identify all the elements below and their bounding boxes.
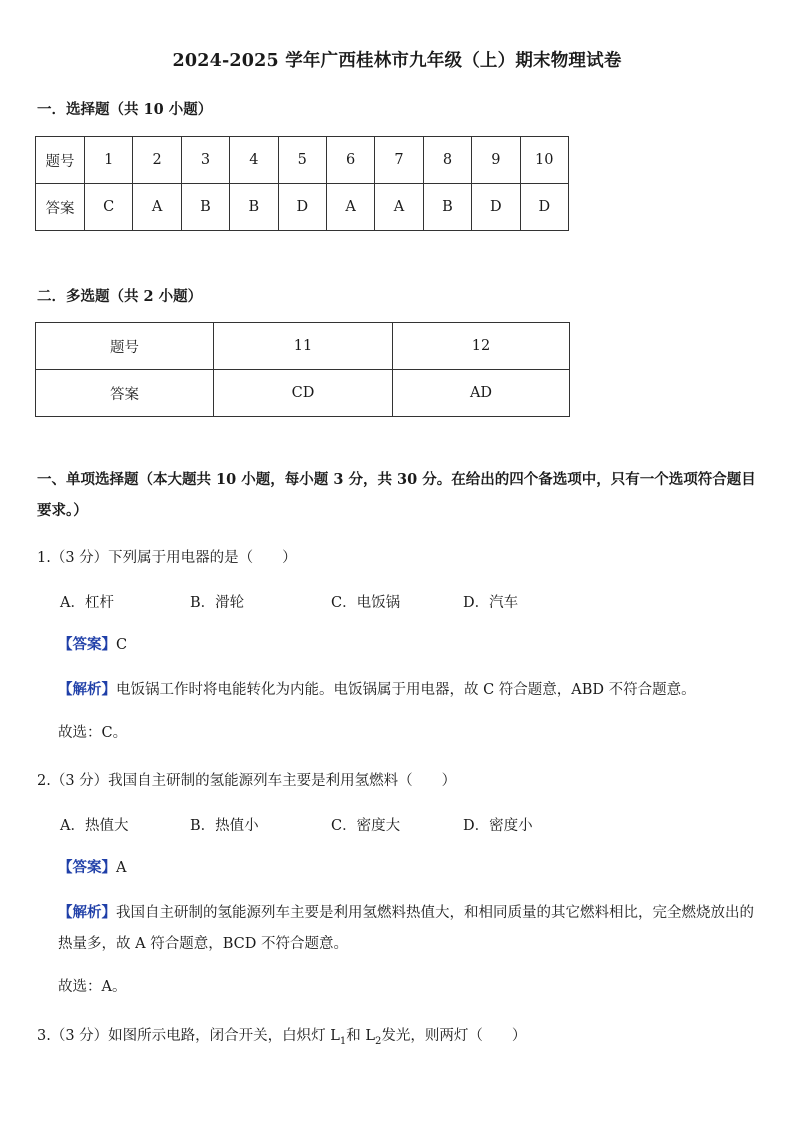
table-cell: 10 — [520, 137, 568, 184]
question-1-analysis — [58, 674, 760, 706]
table-cell: 1 — [85, 137, 133, 184]
table-cell: 11 — [214, 323, 393, 370]
table-cell: 4 — [230, 137, 278, 184]
answer-table-single-choice — [35, 136, 569, 231]
answer-value: A — [116, 860, 127, 876]
table-cell: 9 — [472, 137, 520, 184]
q3-sub-2: 2 — [375, 1035, 382, 1047]
table-cell: B — [230, 184, 278, 231]
table-cell: CD — [214, 370, 393, 417]
question-1-option-d: D．汽车 — [463, 595, 519, 611]
q3-stem-prefix: 3.（3 分）如图所示电路，闭合开关，白炽灯 L — [37, 1028, 340, 1044]
table-header-cell: 答案 — [36, 370, 214, 417]
answer-tag: 【答案】 — [58, 859, 116, 876]
table-header-cell: 题号 — [36, 137, 85, 184]
table-cell: C — [85, 184, 133, 231]
table-cell: 6 — [326, 137, 374, 184]
table-cell: A — [326, 184, 374, 231]
table-row — [36, 184, 569, 231]
question-1-answer — [58, 629, 760, 661]
question-1-conclusion: 故选：C。 — [58, 725, 128, 741]
table-cell: AD — [393, 370, 570, 417]
question-2-option-c: C．密度大 — [331, 818, 401, 834]
question-2-option-d: D．密度小 — [463, 818, 533, 834]
question-2-option-a: A．热值大 — [60, 818, 129, 834]
table-cell: B — [181, 184, 229, 231]
table-cell: A — [133, 184, 181, 231]
question-3-stem — [37, 1024, 526, 1047]
question-1-option-b: B．滑轮 — [190, 595, 245, 611]
section-heading-multi-choice: 二．多选题（共 2 小题） — [37, 288, 203, 305]
exam-title: 2024-2025 学年广西桂林市九年级（上）期末物理试卷 — [172, 51, 622, 71]
table-cell: D — [278, 184, 326, 231]
table-cell: A — [375, 184, 423, 231]
q3-sub-1: 1 — [339, 1035, 347, 1047]
analysis-tag: 【解析】 — [58, 904, 116, 921]
table-cell: B — [423, 184, 471, 231]
analysis-tag: 【解析】 — [58, 681, 116, 698]
table-header-cell: 答案 — [36, 184, 85, 231]
table-cell: 5 — [278, 137, 326, 184]
answer-table-multi-choice — [35, 322, 570, 417]
part-heading: 一、单项选择题（本大题共 10 小题，每小题 3 分，共 30 分。在给出的四个备选项中，只有一个选项符合题目要求。） — [37, 471, 756, 519]
table-cell: D — [472, 184, 520, 231]
q3-stem-suffix: 发光，则两灯（ ） — [381, 1028, 527, 1044]
analysis-text: 我国自主研制的氢能源列车主要是利用氢燃料热值大，和相同质量的其它燃料相比，完全燃烧放出的热量多，故 A 符合题意，BCD 不符合题意。 — [58, 905, 754, 952]
question-2-option-b: B．热值小 — [190, 818, 259, 834]
answer-value: C — [116, 637, 128, 653]
table-cell: 7 — [375, 137, 423, 184]
table-cell: 2 — [133, 137, 181, 184]
table-cell: 3 — [181, 137, 229, 184]
question-2-stem: 2.（3 分）我国自主研制的氢能源列车主要是利用氢燃料（ ） — [37, 773, 457, 789]
table-row — [36, 137, 569, 184]
table-cell: D — [520, 184, 568, 231]
q3-stem-mid: 和 L — [346, 1028, 376, 1044]
table-cell: 12 — [393, 323, 570, 370]
answer-tag: 【答案】 — [58, 636, 116, 653]
question-1-stem: 1.（3 分）下列属于用电器的是（ ） — [37, 550, 297, 566]
question-2-conclusion: 故选：A。 — [58, 979, 127, 995]
section-heading-single-choice: 一．选择题（共 10 小题） — [37, 101, 213, 118]
question-1-option-c: C．电饭锅 — [331, 595, 401, 611]
table-header-cell: 题号 — [36, 323, 214, 370]
table-row — [36, 370, 570, 417]
table-cell: 8 — [423, 137, 471, 184]
question-2-analysis — [58, 897, 760, 960]
table-row — [36, 323, 570, 370]
analysis-text: 电饭锅工作时将电能转化为内能。电饭锅属于用电器，故 C 符合题意，ABD 不符合题意。 — [116, 682, 696, 698]
question-2-answer — [58, 852, 760, 884]
question-1-option-a: A．杠杆 — [60, 595, 114, 611]
